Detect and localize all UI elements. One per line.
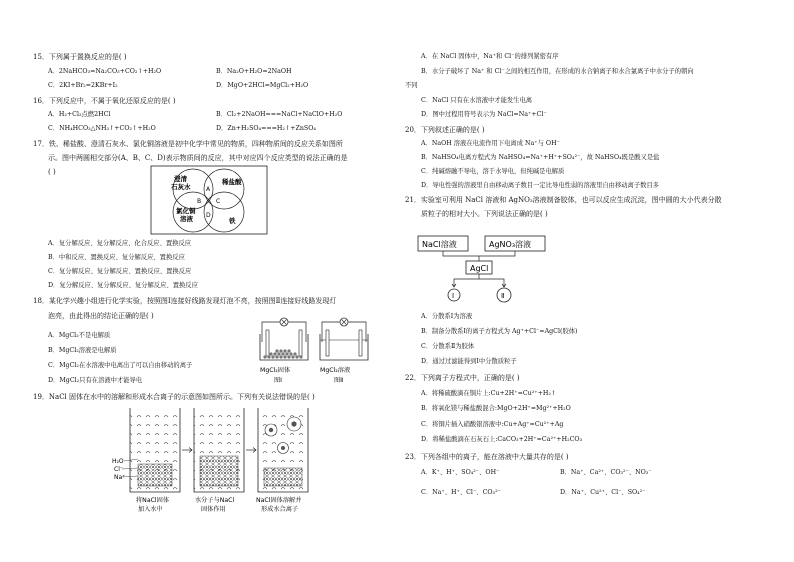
box-agcl-label: AgCl <box>470 264 489 273</box>
q16-option-c: C．NH₄HCO₃△NH₃↑+CO₂↑+H₂O <box>48 125 156 132</box>
caption-1-line1: 将NaCl固体 <box>136 497 170 504</box>
q16-option-a: A．H₂+Cl₂点燃2HCl <box>48 111 111 118</box>
caption-2-line2: 固体作用 <box>201 506 226 513</box>
q20-option-b: B．NaHSO₄电离方程式为 NaHSO₄=Na⁺+H⁺+SO₄²⁻，故 NaHSO₄既是酸又是盐 <box>421 154 660 161</box>
q18-option-a: A．MgCl₂不是电解质 <box>48 332 111 339</box>
q17-stem-line3: ( ) <box>48 168 56 176</box>
q22-stem: 22．下列离子方程式中，正确的是( ) <box>405 374 520 382</box>
q21-stem-line1: 21．实验室可利用 NaCl 溶液和 AgNO₃溶液制备胶体，也可以反应生成沉淀，图中圆的大小代表分散 <box>405 196 722 204</box>
q21-stem-line2: 质粒子的相对大小。下列说法正确的是( ) <box>421 210 548 218</box>
q21-option-c: C．分散系Ⅱ为胶体 <box>421 343 475 350</box>
q20-option-a: A．NaOH 溶液在电流作用下电离成 Na⁺与 OH⁻ <box>421 140 560 147</box>
q18-stem-line2: 泡亮，由此得出的结论正确的是( ) <box>48 312 154 320</box>
q19-stem: 19．NaCl 固体在水中的溶解和形成水合离子的示意图如图所示。下列有关说法错误的是( ) <box>33 393 315 401</box>
q23-option-b: B．Na⁺、Ca²⁺、CO₃²⁻、NO₃⁻ <box>560 469 652 476</box>
venn-label-acid: 稀盐酸 <box>222 178 242 186</box>
q19-option-b-line1: B．水分子破坏了 Na⁺ 和 Cl⁻之间的相互作用，在形成的水合钠离子和水合氯离子中水分子的朝向 <box>421 68 694 75</box>
q18-option-c: C．MgCl₂在水溶液中电离出了可以自由移动的离子 <box>48 362 193 369</box>
nacl-crystal <box>264 468 302 486</box>
q15-option-a: A．2NaHCO₃=Na₂CO₃+CO₂↑+H₂O <box>48 68 162 75</box>
q20-stem: 20．下列叙述正确的是( ) <box>405 126 485 134</box>
caption-3-line2: 形成水合离子 <box>261 506 299 513</box>
label-h2o: H₂O <box>112 458 124 465</box>
caption-3-line1: NaCl固体溶解并 <box>256 497 302 504</box>
circuit-figures <box>256 316 374 388</box>
q15-option-d: D．MgO+2HCl=MgCl₂+H₂O <box>216 82 309 89</box>
venn-region-D: D <box>206 212 211 219</box>
q17-stem-line2: 示。图中两圆相交部分(A、B、C、D)表示物质间的反应，其中对应四个反应类型的说法正确的是 <box>48 154 348 162</box>
q19-option-c: C．NaCl 只有在水溶液中才能发生电离 <box>421 97 533 104</box>
nacl-crystal <box>138 464 172 486</box>
panel-3 <box>256 408 308 513</box>
venn-region-C: C <box>216 198 221 205</box>
panel-2 <box>194 408 244 513</box>
q21-option-b: B．制备分散系Ⅰ的离子方程式为 Ag⁺+Cl⁻=AgCl(胶体) <box>421 328 578 335</box>
q23-stem: 23．下列各组中的离子，能在溶液中大量共存的是( ) <box>405 453 569 461</box>
q16-stem: 16．下列反应中，不属于氧化还原反应的是( ) <box>33 97 176 105</box>
label-na: Na⁺ <box>114 474 126 481</box>
fig2-label: MgCl₂溶液 <box>320 367 351 374</box>
fig1-name: 图Ⅰ <box>274 377 283 384</box>
q17-option-c: C．复分解反应、复分解反应、置换反应、置换反应 <box>48 268 192 275</box>
q18-option-d: D．MgCl₂只有在溶液中才能导电 <box>48 377 143 384</box>
q22-option-d: D．将稀盐酸滴在石灰石上:CaCO₃+2H⁺=Ca²⁺+H₂CO₃ <box>421 436 583 443</box>
q23-option-d: D．Na⁺、Cu²⁺、Cl⁻、SO₄²⁻ <box>560 489 646 496</box>
label-cl: Cl⁻ <box>114 466 124 473</box>
venn-label-cucl2-2: 溶液 <box>180 215 193 223</box>
q19-option-b-line2: 不同 <box>405 82 418 89</box>
circle-2-label: Ⅱ <box>501 292 505 300</box>
q23-option-a: A．K⁺、H⁺、SO₄²⁻、OH⁻ <box>421 469 500 476</box>
venn-label-limewater-2: 石灰水 <box>171 183 191 191</box>
colloid-flow-diagram <box>414 224 574 306</box>
q23-option-c: C．Na⁺、H⁺、Cl⁻、CO₃²⁻ <box>421 489 501 496</box>
q19-option-d: D．图中过程用符号表示为 NaCl=Na⁺+Cl⁻ <box>421 111 547 118</box>
q21-option-a: A．分散系Ⅰ为溶液 <box>421 313 473 320</box>
fig2-name: 图Ⅱ <box>334 377 344 384</box>
circuit-fig-2 <box>320 318 368 384</box>
q17-option-b: B．中和反应、置换反应、复分解反应、置换反应 <box>48 254 185 261</box>
q16-option-d: D．Zn+H₂SO₄===H₂↑+ZnSO₄ <box>216 125 316 132</box>
venn-region-A: A <box>206 186 211 193</box>
venn-region-B: B <box>197 198 202 205</box>
venn-label-iron: 铁 <box>229 217 236 225</box>
circle-1-label: Ⅰ <box>452 292 455 300</box>
q15-stem: 15．下列属于置换反应的是( ) <box>33 53 127 61</box>
fig1-label: MgCl₂固体 <box>260 367 291 374</box>
q17-stem-line1: 17．铁、稀盐酸、澄清石灰水、氯化铜溶液是初中化学中常见的物质，四种物质间的反应关系如图所 <box>33 140 343 148</box>
nacl-crystal <box>200 456 238 486</box>
q19-option-a: A．在 NaCl 固体中，Na⁺和 Cl⁻的排列紧密有序 <box>421 53 559 60</box>
nacl-dissolution-figure <box>108 404 318 524</box>
venn-diagram <box>150 165 268 235</box>
venn-label-cucl2-1: 氯化铜 <box>176 207 196 215</box>
q22-option-a: A．将稀硫酸滴在铜片上:Cu+2H⁺=Cu²⁺+H₂↑ <box>421 390 557 397</box>
venn-label-limewater-1: 澄清 <box>174 175 187 183</box>
circuit-fig-1 <box>260 318 308 384</box>
q15-option-c: C．2KI+Br₂=2KBr+I₂ <box>48 82 118 89</box>
q20-option-d: D．导电性强的溶液里自由移动离子数目一定比导电性弱的溶液里自由移动离子数目多 <box>421 182 660 189</box>
q22-option-c: C．将铜片插入硝酸银溶液中:Cu+Ag⁺=Cu²⁺+Ag <box>421 421 564 428</box>
q21-option-d: D．通过过滤能得到Ⅰ中分散质粒子 <box>421 358 517 365</box>
caption-2-line1: 水分子与NaCl <box>195 497 235 504</box>
q18-stem-line1: 18．某化学兴趣小组进行化学实验，按照图Ⅰ连接好线路发现灯泡不亮，按照图Ⅱ连接好线路发现灯 <box>33 297 337 305</box>
box-nacl-label: NaCl溶液 <box>422 240 457 249</box>
caption-1-line2: 加入水中 <box>138 506 163 513</box>
q17-option-d: D．复分解反应、复分解反应、复分解反应、置换反应 <box>48 282 198 289</box>
q22-option-b: B．将氧化镁与稀盐酸混合:MgO+2H⁺=Mg²⁺+H₂O <box>421 405 571 412</box>
q16-option-b: B．Cl₂+2NaOH===NaCl+NaClO+H₂O <box>216 111 343 118</box>
box-agno3-label: AgNO₃溶液 <box>489 240 532 249</box>
q18-option-b: B．MgCl₂溶液是电解质 <box>48 347 117 354</box>
panel-1 <box>112 408 180 513</box>
q17-option-a: A．复分解反应、复分解反应、化合反应、置换反应 <box>48 240 192 247</box>
q20-option-c: C．纯碱熔融不导电，溶于水导电，但纯碱是电解质 <box>421 168 565 175</box>
q15-option-b: B．Na₂O+H₂O=2NaOH <box>216 68 292 75</box>
